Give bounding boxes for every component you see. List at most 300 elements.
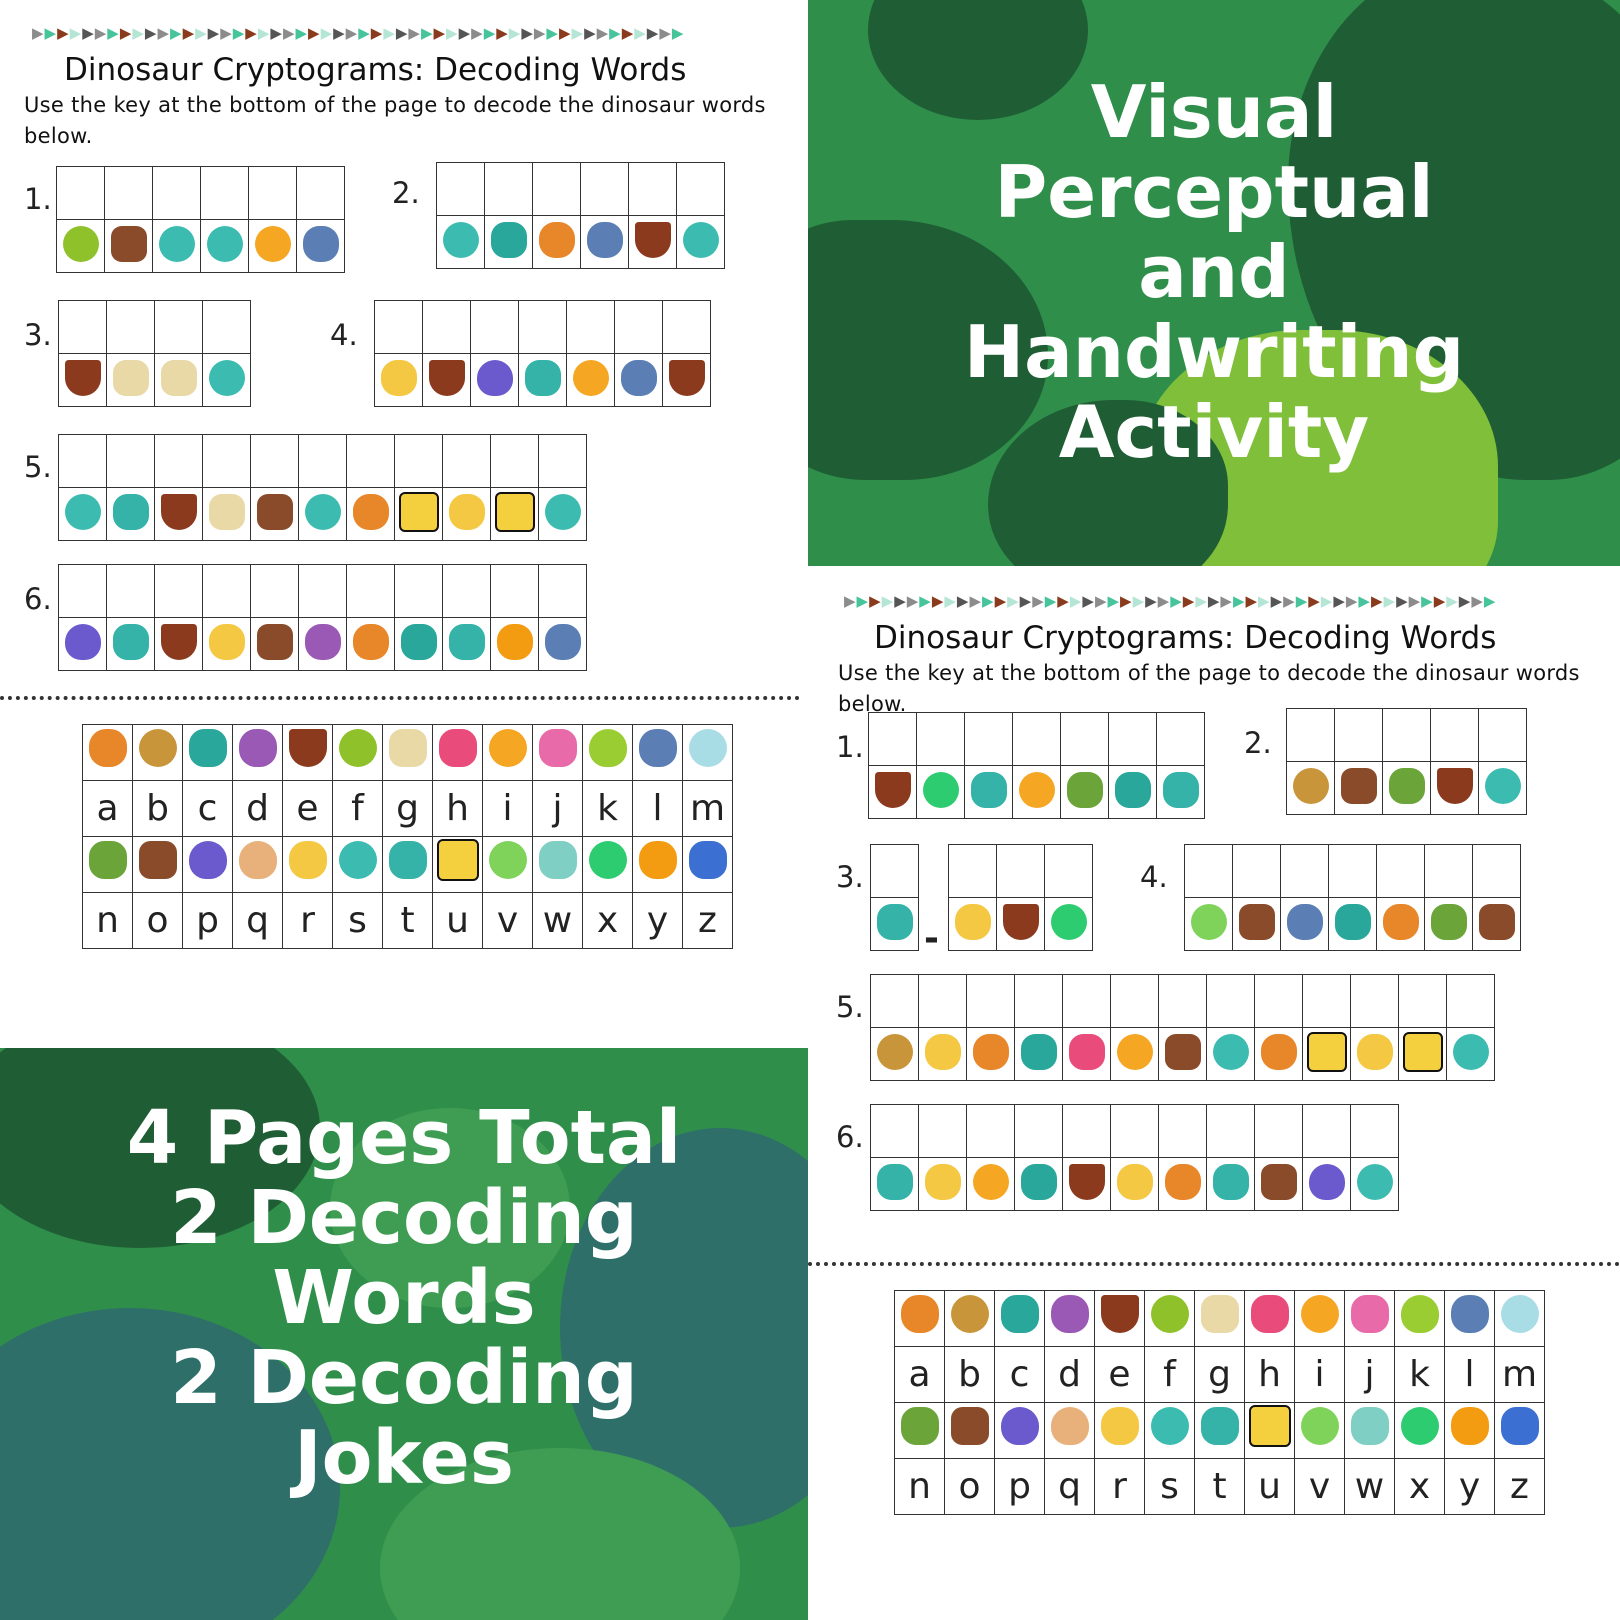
answer-box[interactable] — [539, 565, 587, 618]
code-cell — [629, 216, 677, 269]
answer-box[interactable] — [1281, 845, 1329, 898]
volcano-icon — [1437, 768, 1473, 804]
puzzle-number: 2. — [392, 176, 420, 210]
answer-box[interactable] — [155, 301, 203, 354]
raptor-green-icon — [1389, 768, 1425, 804]
trex-orange-icon — [973, 1034, 1009, 1070]
baby-teal-icon — [209, 360, 245, 396]
teal-scooter-icon — [1213, 1164, 1249, 1200]
volcano-icon — [1069, 1164, 1105, 1200]
answer-box[interactable] — [965, 713, 1013, 766]
hatch-green-icon — [1191, 904, 1227, 940]
trex-orange-icon — [539, 222, 575, 258]
code-cell — [251, 618, 299, 671]
code-cell — [155, 618, 203, 671]
answer-box[interactable] — [299, 435, 347, 488]
blue-ptero-icon — [689, 841, 727, 879]
duck-orange-icon — [1019, 772, 1055, 808]
key-letter: w — [1345, 1459, 1395, 1515]
answer-box[interactable] — [395, 565, 443, 618]
code-cell — [1377, 898, 1425, 951]
answer-box[interactable] — [375, 301, 423, 354]
answer-box[interactable] — [347, 565, 395, 618]
answer-box[interactable] — [299, 565, 347, 618]
answer-box[interactable] — [869, 713, 917, 766]
answer-box[interactable] — [1377, 845, 1425, 898]
key-letter: q — [233, 893, 283, 949]
orange-longneck-icon — [639, 841, 677, 879]
fossil-coin-icon — [139, 729, 177, 767]
answer-box[interactable] — [1473, 845, 1521, 898]
answer-box[interactable] — [1111, 975, 1159, 1028]
answer-box[interactable] — [107, 301, 155, 354]
code-cell — [107, 618, 155, 671]
answer-box[interactable] — [1207, 975, 1255, 1028]
volcano-icon — [669, 360, 705, 396]
code-cell — [1335, 762, 1383, 815]
answer-box[interactable] — [1015, 1105, 1063, 1158]
code-cell — [105, 220, 153, 273]
code-cell — [869, 766, 917, 819]
key-letter: k — [583, 781, 633, 837]
answer-box[interactable] — [1335, 709, 1383, 762]
purple-longneck-icon — [239, 729, 277, 767]
key-symbol — [1295, 1403, 1345, 1459]
answer-box[interactable] — [949, 845, 997, 898]
answer-box[interactable] — [395, 435, 443, 488]
code-cell — [539, 488, 587, 541]
code-cell — [919, 1028, 967, 1081]
key-symbol — [533, 725, 583, 781]
code-cell — [1255, 1158, 1303, 1211]
code-cell — [203, 354, 251, 407]
dotted-divider — [0, 696, 800, 700]
fossil-coin-icon — [951, 1295, 989, 1333]
baby-teal-icon — [1485, 768, 1521, 804]
answer-box[interactable] — [1431, 709, 1479, 762]
volcano-icon — [65, 360, 101, 396]
yellow-stego-icon — [209, 624, 245, 660]
bone-icon — [1201, 1295, 1239, 1333]
answer-box[interactable] — [1045, 845, 1093, 898]
yellow-stego-icon — [381, 360, 417, 396]
code-cell — [1303, 1158, 1351, 1211]
key-letter: v — [483, 893, 533, 949]
key-letter: l — [1445, 1347, 1495, 1403]
answer-box[interactable] — [677, 163, 725, 216]
key-symbol — [483, 725, 533, 781]
answer-box[interactable] — [107, 435, 155, 488]
footprints-icon — [1165, 1034, 1201, 1070]
answer-box[interactable] — [251, 435, 299, 488]
code-cell — [917, 766, 965, 819]
key-symbol — [583, 837, 633, 893]
worksheet-title: Dinosaur Cryptograms: Decoding Words — [64, 52, 687, 88]
baby-teal-icon — [545, 494, 581, 530]
code-cell — [201, 220, 249, 273]
answer-box[interactable] — [1063, 975, 1111, 1028]
bone-icon — [389, 729, 427, 767]
key-letter: d — [233, 781, 283, 837]
answer-box[interactable] — [1109, 713, 1157, 766]
puzzle-grid — [374, 300, 711, 407]
duck-orange-icon — [973, 1164, 1009, 1200]
answer-box[interactable] — [539, 435, 587, 488]
answer-box[interactable] — [871, 975, 919, 1028]
worksheet-instructions: Use the key at the bottom of the page to decode the dinosaur words below. — [838, 661, 1580, 716]
code-cell — [155, 354, 203, 407]
key-letter: e — [1095, 1347, 1145, 1403]
key-letter: h — [1245, 1347, 1295, 1403]
answer-box[interactable] — [251, 565, 299, 618]
key-symbol — [383, 725, 433, 781]
green-baby-icon — [1051, 904, 1087, 940]
hyphen: - — [924, 918, 939, 959]
code-cell — [1111, 1028, 1159, 1081]
egg-hatch-icon — [477, 360, 513, 396]
teal-scooter-icon — [1163, 772, 1199, 808]
puzzle-grid — [870, 844, 919, 951]
answer-box[interactable] — [59, 301, 107, 354]
answer-box[interactable] — [1479, 709, 1527, 762]
answer-box[interactable] — [1185, 845, 1233, 898]
answer-box[interactable] — [1159, 1105, 1207, 1158]
answer-box[interactable] — [203, 435, 251, 488]
brachio-green-icon — [339, 729, 377, 767]
code-cell — [1159, 1028, 1207, 1081]
key-letter: i — [483, 781, 533, 837]
code-cell — [57, 220, 105, 273]
code-cell — [1063, 1158, 1111, 1211]
answer-box[interactable] — [533, 163, 581, 216]
code-cell — [1473, 898, 1521, 951]
key-letter: o — [133, 893, 183, 949]
answer-box[interactable] — [443, 435, 491, 488]
trex-orange-icon — [901, 1295, 939, 1333]
key-letter: d — [1045, 1347, 1095, 1403]
answer-box[interactable] — [1063, 1105, 1111, 1158]
warning-sign-icon — [1403, 1032, 1443, 1072]
answer-box[interactable] — [1255, 1105, 1303, 1158]
code-cell — [395, 488, 443, 541]
key-symbol — [1395, 1403, 1445, 1459]
arrow-border: ▶▶▶▶▶▶▶▶▶▶▶▶▶▶▶▶▶▶▶▶▶▶▶▶▶▶▶▶▶▶▶▶▶▶▶▶▶▶▶▶▶▶▶▶▶▶▶▶▶▶▶▶ — [844, 592, 1497, 610]
panel-headline-line: and — [1138, 230, 1290, 314]
key-letter: p — [183, 893, 233, 949]
trex-orange-icon — [353, 494, 389, 530]
code-cell — [203, 488, 251, 541]
key-letter: g — [383, 781, 433, 837]
answer-box[interactable] — [471, 301, 519, 354]
answer-box[interactable] — [1351, 975, 1399, 1028]
key-letter: e — [283, 781, 333, 837]
answer-box[interactable] — [519, 301, 567, 354]
plain-egg-icon — [1051, 1407, 1089, 1445]
code-cell — [967, 1028, 1015, 1081]
key-symbol — [183, 837, 233, 893]
answer-box[interactable] — [297, 167, 345, 220]
answer-box[interactable] — [423, 301, 471, 354]
panel-headline-line: 2 Decoding — [170, 1335, 638, 1421]
stego-teal-icon — [1115, 772, 1151, 808]
answer-box[interactable] — [105, 167, 153, 220]
key-symbol — [945, 1403, 995, 1459]
key-letter: p — [995, 1459, 1045, 1515]
answer-box[interactable] — [1159, 975, 1207, 1028]
teal-scooter-icon — [449, 624, 485, 660]
answer-box[interactable] — [919, 975, 967, 1028]
code-cell — [347, 618, 395, 671]
key-letter: m — [683, 781, 733, 837]
teal-scooter-icon — [877, 904, 913, 940]
code-cell — [107, 354, 155, 407]
key-symbol — [283, 725, 333, 781]
puzzle-number: 3. — [836, 860, 864, 894]
answer-box[interactable] — [1287, 709, 1335, 762]
raptor-green-icon — [1431, 904, 1467, 940]
volcano-icon — [635, 222, 671, 258]
teal-scooter-icon — [389, 841, 427, 879]
yellow-stego-icon — [1101, 1407, 1139, 1445]
answer-box[interactable] — [871, 1105, 919, 1158]
answer-box[interactable] — [1111, 1105, 1159, 1158]
key-letter: b — [945, 1347, 995, 1403]
code-cell — [1329, 898, 1377, 951]
code-cell — [491, 488, 539, 541]
code-cell — [297, 220, 345, 273]
key-symbol — [633, 837, 683, 893]
puzzle-number: 1. — [836, 730, 864, 764]
code-cell — [567, 354, 615, 407]
raptor-green-icon — [901, 1407, 939, 1445]
panel-headline-line: Visual — [1090, 70, 1338, 154]
key-letter: l — [633, 781, 683, 837]
baby-teal-icon — [305, 494, 341, 530]
trex-orange-icon — [1165, 1164, 1201, 1200]
key-symbol — [533, 837, 583, 893]
pink-raptor-icon — [439, 729, 477, 767]
code-cell — [1447, 1028, 1495, 1081]
code-cell — [1159, 1158, 1207, 1211]
answer-box[interactable] — [1351, 1105, 1399, 1158]
blue-sitting-icon — [621, 360, 657, 396]
key-symbol — [1495, 1403, 1545, 1459]
answer-box[interactable] — [967, 975, 1015, 1028]
answer-box[interactable] — [997, 845, 1045, 898]
fossil-coin-icon — [1293, 768, 1329, 804]
code-cell — [395, 618, 443, 671]
code-cell — [251, 488, 299, 541]
green-baby-icon — [1401, 1407, 1439, 1445]
key-letter: w — [533, 893, 583, 949]
code-cell — [1399, 1028, 1447, 1081]
answer-box[interactable] — [1061, 713, 1109, 766]
panel-headline-line: Handwriting — [963, 310, 1465, 394]
key-symbol — [1345, 1403, 1395, 1459]
pink-stego-icon — [1351, 1407, 1389, 1445]
answer-box[interactable] — [917, 713, 965, 766]
answer-box[interactable] — [485, 163, 533, 216]
code-cell — [1431, 762, 1479, 815]
code-cell — [347, 488, 395, 541]
duck-orange-icon — [573, 360, 609, 396]
pink-ptero-icon — [539, 729, 577, 767]
answer-box[interactable] — [203, 301, 251, 354]
panel-headline-line: Perceptual — [994, 150, 1434, 234]
key-letter: m — [1495, 1347, 1545, 1403]
worksheet-title: Dinosaur Cryptograms: Decoding Words — [874, 620, 1497, 656]
puzzle-grid — [870, 974, 1495, 1081]
answer-box[interactable] — [919, 1105, 967, 1158]
volcano-icon — [1003, 904, 1039, 940]
orange-longneck-icon — [1451, 1407, 1489, 1445]
egg-hatch-icon — [1001, 1407, 1039, 1445]
blue-sitting-icon — [303, 226, 339, 262]
puzzle-number: 5. — [24, 450, 52, 484]
pink-ptero-icon — [1351, 1295, 1389, 1333]
key-letter: q — [1045, 1459, 1095, 1515]
code-cell — [965, 766, 1013, 819]
code-cell — [1015, 1028, 1063, 1081]
key-symbol — [895, 1403, 945, 1459]
answer-box[interactable] — [871, 845, 919, 898]
code-cell — [1185, 898, 1233, 951]
answer-box[interactable] — [491, 435, 539, 488]
key-symbol — [1345, 1291, 1395, 1347]
answer-box[interactable] — [581, 163, 629, 216]
teal-scooter-icon — [113, 494, 149, 530]
trike-light-icon — [1501, 1295, 1539, 1333]
answer-box[interactable] — [203, 565, 251, 618]
key-symbol — [233, 725, 283, 781]
green-egg-icon — [589, 729, 627, 767]
teal-scooter-icon — [877, 1164, 913, 1200]
answer-box[interactable] — [629, 163, 677, 216]
key-letter: j — [533, 781, 583, 837]
brachio-green-icon — [63, 226, 99, 262]
answer-box[interactable] — [1013, 713, 1061, 766]
footprints-icon — [1239, 904, 1275, 940]
answer-box[interactable] — [1255, 975, 1303, 1028]
key-letter: a — [895, 1347, 945, 1403]
answer-box[interactable] — [663, 301, 711, 354]
blue-sitting-icon — [1451, 1295, 1489, 1333]
code-cell — [423, 354, 471, 407]
panel-headline-line: Jokes — [294, 1415, 514, 1501]
puzzle-grid — [58, 434, 587, 541]
duck-orange-icon — [489, 729, 527, 767]
answer-box[interactable] — [57, 167, 105, 220]
key-symbol — [333, 725, 383, 781]
answer-box[interactable] — [1207, 1105, 1255, 1158]
answer-box[interactable] — [107, 565, 155, 618]
footprints-icon — [951, 1407, 989, 1445]
answer-box[interactable] — [155, 565, 203, 618]
puzzle-number: 6. — [24, 582, 52, 616]
baby-teal-icon — [1213, 1034, 1249, 1070]
title-panel — [808, 0, 1620, 566]
answer-box[interactable] — [1383, 709, 1431, 762]
code-cell — [299, 618, 347, 671]
warning-sign-icon — [1307, 1032, 1347, 1072]
answer-box[interactable] — [249, 167, 297, 220]
hatch-green-icon — [1301, 1407, 1339, 1445]
baby-teal-icon — [339, 841, 377, 879]
teal-scooter-icon — [525, 360, 561, 396]
code-cell — [1207, 1028, 1255, 1081]
key-letter: v — [1295, 1459, 1345, 1515]
answer-box[interactable] — [201, 167, 249, 220]
blue-sitting-icon — [639, 729, 677, 767]
raptor-green-icon — [89, 841, 127, 879]
key-letter: s — [1145, 1459, 1195, 1515]
footprints-icon — [139, 841, 177, 879]
key-symbol — [83, 725, 133, 781]
puzzle-number: 4. — [1140, 860, 1168, 894]
puzzle-grid — [58, 564, 587, 671]
key-symbol — [133, 837, 183, 893]
puzzle-grid — [56, 166, 345, 273]
code-cell — [437, 216, 485, 269]
code-cell — [677, 216, 725, 269]
key-letter: t — [1195, 1459, 1245, 1515]
key-symbol — [1045, 1403, 1095, 1459]
code-cell — [299, 488, 347, 541]
puzzle-number: 1. — [24, 182, 52, 216]
answer-box[interactable] — [59, 435, 107, 488]
brachio-green-icon — [1151, 1295, 1189, 1333]
duck-orange-icon — [255, 226, 291, 262]
code-cell — [1479, 762, 1527, 815]
key-letter: u — [433, 893, 483, 949]
answer-box[interactable] — [967, 1105, 1015, 1158]
answer-box[interactable] — [1329, 845, 1377, 898]
answer-box[interactable] — [1015, 975, 1063, 1028]
answer-box[interactable] — [1157, 713, 1205, 766]
code-cell — [1255, 1028, 1303, 1081]
answer-box[interactable] — [1303, 1105, 1351, 1158]
key-letter: s — [333, 893, 383, 949]
answer-box[interactable] — [443, 565, 491, 618]
answer-box[interactable] — [491, 565, 539, 618]
puzzle-grid — [870, 1104, 1399, 1211]
trex-orange-icon — [1383, 904, 1419, 940]
green-baby-icon — [923, 772, 959, 808]
answer-box[interactable] — [615, 301, 663, 354]
code-cell — [59, 618, 107, 671]
answer-box[interactable] — [1303, 975, 1351, 1028]
key-symbol — [1045, 1291, 1095, 1347]
code-cell — [1111, 1158, 1159, 1211]
answer-box[interactable] — [567, 301, 615, 354]
answer-box[interactable] — [437, 163, 485, 216]
answer-box[interactable] — [347, 435, 395, 488]
dotted-divider — [808, 1262, 1620, 1266]
answer-box[interactable] — [155, 435, 203, 488]
baby-teal-icon — [159, 226, 195, 262]
answer-box[interactable] — [1233, 845, 1281, 898]
answer-box[interactable] — [1399, 975, 1447, 1028]
key-symbol — [1145, 1291, 1195, 1347]
answer-box[interactable] — [1425, 845, 1473, 898]
answer-box[interactable] — [1447, 975, 1495, 1028]
code-cell — [203, 618, 251, 671]
egg-hatch-icon — [65, 624, 101, 660]
answer-box[interactable] — [59, 565, 107, 618]
code-cell — [1109, 766, 1157, 819]
answer-box[interactable] — [153, 167, 201, 220]
egg-hatch-icon — [189, 841, 227, 879]
